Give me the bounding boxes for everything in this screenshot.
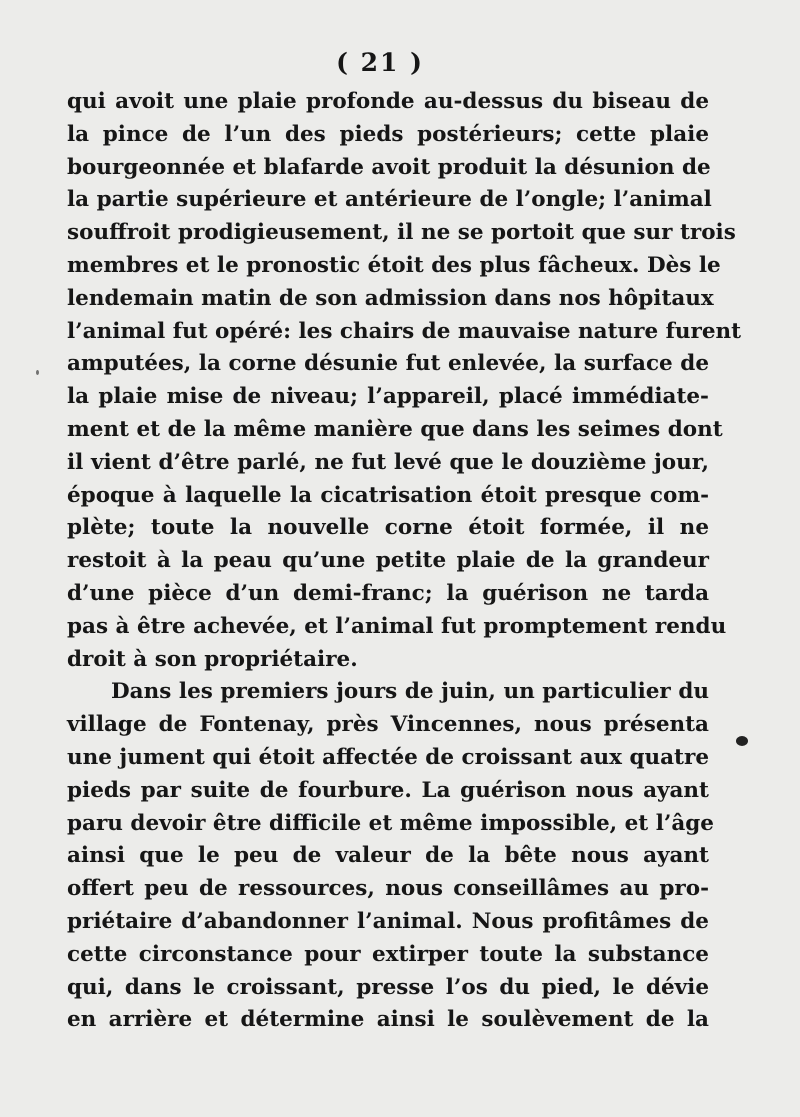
text-line: droit à son propriétaire. xyxy=(67,646,358,672)
body-text xyxy=(67,86,742,1037)
text-line: amputées, la corne désunie fut enlevée, la surface de xyxy=(67,351,709,377)
text-line: en arrière et détermine ainsi le soulèvement de la xyxy=(67,1007,709,1033)
text-line: la plaie mise de niveau; l’appareil, placé immédiate- xyxy=(67,384,709,410)
text-line: la partie supérieure et antérieure de l’ongle; l’animal xyxy=(67,187,712,213)
text-line: qui avoit une plaie profonde au-dessus du biseau de xyxy=(67,89,709,114)
text-line: restoit à la peau qu’une petite plaie de la grandeur xyxy=(67,548,709,574)
ink-spot xyxy=(736,736,748,746)
text-line: plète; toute la nouvelle corne étoit formée, il ne xyxy=(67,515,709,541)
text-line: cette circonstance pour extirper toute la substance xyxy=(67,941,709,967)
text-line: offert peu de ressources, nous conseillâmes au pro- xyxy=(67,876,709,902)
text-line: la pince de l’un des pieds postérieurs; cette plaie xyxy=(67,121,709,147)
text-line: qui, dans le croissant, presse l’os du pied, le dévie xyxy=(67,974,709,1000)
text-line: pieds par suite de fourbure. La guérison nous ayant xyxy=(67,777,709,803)
ink-spot xyxy=(36,370,39,375)
text-line: époque à laquelle la cicatrisation étoit presque com- xyxy=(67,482,709,508)
page-number: ( 21 ) xyxy=(336,48,424,77)
text-line: village de Fontenay, près Vincennes, nous présenta xyxy=(67,712,709,738)
text-line: souffroit prodigieusement, il ne se portoit que sur trois xyxy=(67,220,736,246)
text-line: lendemain matin de son admission dans nos hôpitaux xyxy=(67,285,714,311)
text-line: paru devoir être difficile et même impossible, et l’âge xyxy=(67,810,714,836)
text-line: il vient d’être parlé, ne fut levé que le douzième jour, xyxy=(67,449,709,475)
text-line: l’animal fut opéré: les chairs de mauvaise nature furent xyxy=(67,318,742,344)
text-line: d’une pièce d’un demi-franc; la guérison ne tarda xyxy=(67,580,709,606)
paragraph-start-line: Dans les premiers jours de juin, un particulier du xyxy=(111,679,709,705)
text-line: membres et le pronostic étoit des plus fâcheux. Dès le xyxy=(67,252,721,278)
text-line: ment et de la même manière que dans les seimes dont xyxy=(67,416,723,442)
text-line: pas à être achevée, et l’animal fut promptement rendu xyxy=(67,613,727,639)
text-line: bourgeonnée et blafarde avoit produit la désunion de xyxy=(67,154,711,180)
text-line: ainsi que le peu de valeur de la bête nous ayant xyxy=(67,843,709,869)
text-line: une jument qui étoit affectée de croissant aux quatre xyxy=(67,744,709,770)
text-line: priétaire d’abandonner l’animal. Nous profitâmes de xyxy=(67,908,709,934)
